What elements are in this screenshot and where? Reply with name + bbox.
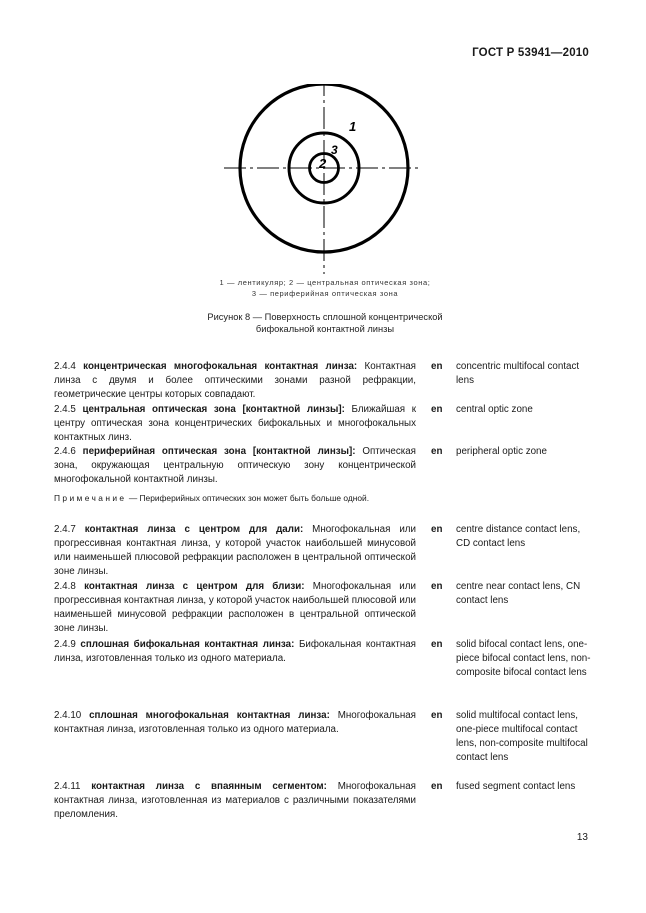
term-definition [54,360,416,402]
term-description: Многофокальная контактная линза, изготовленная только из одного материала. [54,710,416,735]
term-name: сплошная многофокальная контактная линза: [89,710,330,721]
term-name: контактная линза с впаянным сегментом: [91,781,327,792]
english-equivalent: concentric multifocal contact lens [456,361,580,386]
language-code: en [431,639,443,650]
term-number: 2.4.7 [54,524,76,535]
page-number: 13 [576,832,588,843]
term-number: 2.4.6 [54,446,76,457]
term-number: 2.4.10 [54,710,82,721]
term-number: 2.4.9 [54,639,76,650]
term-number: 2.4.8 [54,581,76,592]
term-number: 2.4.4 [54,361,76,372]
term-number: 2.4.5 [54,404,76,415]
note-label: Примечание [54,493,127,503]
term-number: 2.4.11 [54,781,81,792]
term-definition [54,403,416,445]
english-equivalent: centre near contact lens, CN contact lens [456,581,581,606]
term-name: концентрическая многофокальная контактная линза: [83,361,358,372]
language-code: en [431,524,443,535]
term-definition [54,780,416,822]
term-name: центральная оптическая зона [контактной линзы]: [82,404,345,415]
term-description: Многофокальная или прогрессивная контактная линза, у которой участок наибольшей минусовой или наименьшей плюсовой рефракции расположен в центральной оптической зоне линзы. [54,524,416,577]
term-description: Многофокальная контактная линза, изготовленная из материалов с различными показателями преломления. [54,781,416,820]
language-code: en [431,404,443,415]
label-2: 2 [319,156,327,171]
term-definition [54,580,416,636]
language-code: en [431,446,443,457]
language-code: en [431,710,443,721]
label-1: 1 [349,119,357,134]
term-definition [54,445,416,487]
term-name: контактная линза с центром для дали: [84,524,304,535]
language-code: en [431,781,443,792]
note-text: — Периферийных оптических зон может быть больше одной. [128,493,370,503]
english-equivalent: centre distance contact lens, CD contact lens [456,524,581,549]
figure-caption-line-2: бифокальной контактной линзы [255,324,395,334]
label-3: 3 [331,143,338,157]
concentric-lens-figure [220,84,420,284]
term-definition [54,638,416,666]
figure-caption [150,311,500,335]
figure-caption-line-1: Рисунок 8 — Поверхность сплошной концентрической [207,312,443,322]
note [54,492,416,504]
figure-legend-line-2: 3 — периферийная оптическая зона [251,289,399,298]
term-description: Бифокальная контактная линза, изготовленная только из одного материала. [54,639,416,664]
term-name: контактная линза с центром для близи: [84,581,305,592]
term-definition [54,523,416,579]
language-code: en [431,361,443,372]
figure-legend-line-1: 1 — лентикуляр; 2 — центральная оптическая зона; [219,278,431,287]
term-definition [54,709,416,737]
term-name: сплошная бифокальная контактная линза: [80,639,295,650]
english-equivalent: peripheral optic zone [456,446,547,457]
english-equivalent: solid bifocal contact lens, one-piece bifocal contact lens, non-composite bifocal contact lens [456,639,591,678]
english-equivalent: fused segment contact lens [456,781,576,792]
term-description: Оптическая зона, окружающая центральную оптическую зону концентрической многофокальной контактной линзы. [54,446,416,485]
term-description: Ближайшая к центру оптическая зона концентрических бифокальных и многофокальных контактных линз. [54,404,417,443]
figure-legend [150,277,500,299]
standard-header: ГОСТ Р 53941—2010 [472,47,589,59]
english-equivalent: solid multifocal contact lens, one-piece multifocal contact lens, non-composite multifocal contact lens [456,710,588,763]
language-code: en [431,581,443,592]
term-description: Многофокальная или прогрессивная контактная линза, у которой участок наибольшей плюсовой или наименьшей минусовой рефракции расположен в центральной оптической зоне линзы. [54,581,416,634]
term-description: Контактная линза с двумя и более оптическими зонами разной рефракции, геометрические центры которых совпадают. [54,361,416,400]
english-equivalent: central optic zone [456,404,533,415]
term-name: периферийная оптическая зона [контактной линзы]: [82,446,356,457]
